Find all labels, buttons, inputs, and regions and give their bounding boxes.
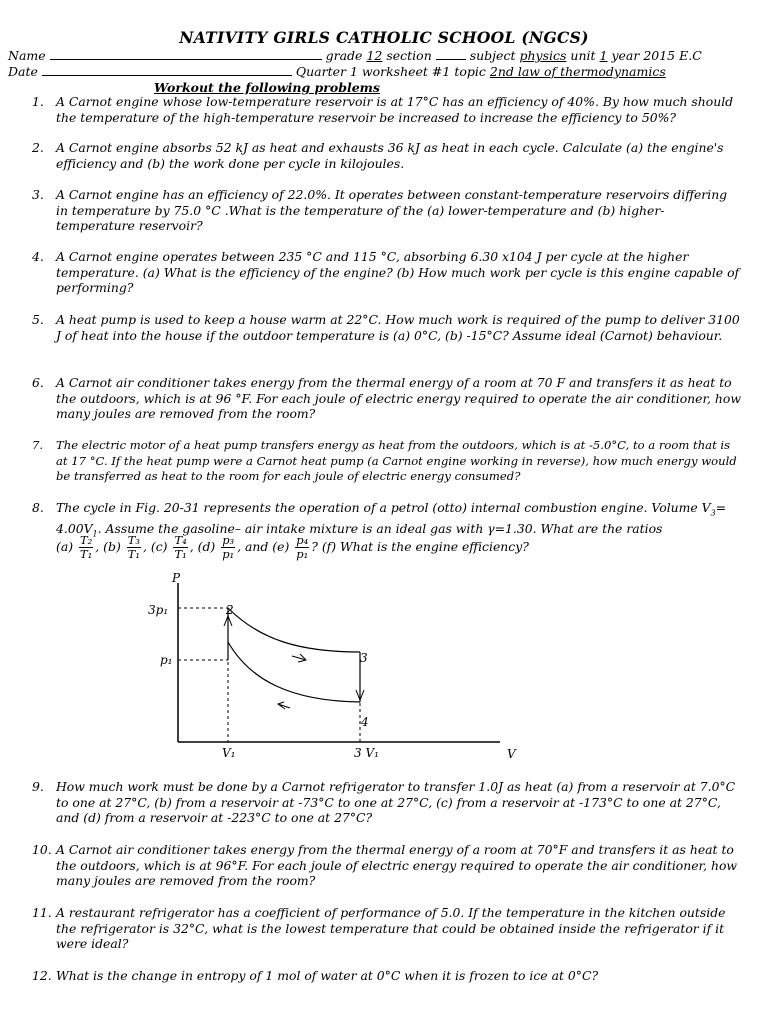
quarter-label: Quarter 1 worksheet #1 topic <box>295 64 486 79</box>
pv-diagram <box>140 568 540 768</box>
question-text: A Carnot air conditioner takes energy from the thermal energy of a room at 70 F and transfers it as heat to the outdoors, which is at 96 °F. For each joule of electric energy required to operate the air conditioner, how many joules are removed from the room? <box>56 375 741 421</box>
part-a-label: (a) <box>56 539 74 554</box>
part-d-label: , (d) <box>189 539 216 554</box>
frac-num: T₃ <box>127 533 141 547</box>
question-text: The electric motor of a heat pump transfers energy as heat from the outdoors, which is at -5.0°C, to a room that is at 17 °C. If the heat pump were a Carnot heat pump (a Carnot engine working in reverse), how much energy would be transferred as heat to the room for each joule of electric energy consumed? <box>56 438 737 483</box>
question-text: A Carnot engine absorbs 52 kJ as heat and exhausts 36 kJ as heat in each cycle. Calculate (a) the engine's efficiency and (b) the work done per cycle in kilojoules. <box>56 140 724 171</box>
question-text: A Carnot engine has an efficiency of 22.0%. It operates between constant-temperature reservoirs differing in temperature by 75.0 °C .What is the temperature of the (a) lower-temperature and (b) higher-temperature reservoir? <box>56 187 728 233</box>
question-text: A heat pump is used to keep a house warm at 22°C. How much work is required of the pump to deliver 3100 J of heat into the house if the outdoor temperature is (a) 0°C, (b) -15°C? Assume ideal (Carnot) behaviour. <box>56 312 740 343</box>
frac-den: T₁ <box>127 547 141 561</box>
frac-num: p₃ <box>222 533 235 547</box>
question-text: A restaurant refrigerator has a coefficient of performance of 5.0. If the temperature in the kitchen outside the refrigerator is 32°C, what is the lowest temperature that could be obtained inside the refrigerator if it were ideal? <box>56 905 726 951</box>
point-3: 3 <box>360 651 368 665</box>
v-axis-label: V <box>507 747 516 761</box>
unit-value: 1 <box>599 48 608 63</box>
topic-value: 2nd law of thermodynamics <box>489 64 666 79</box>
question-text: How much work must be done by a Carnot refrigerator to transfer 1.0J as heat (a) from a reservoir at 7.0°C to one at 27°C, (b) from a reservoir at -73°C to one at 27°C, (c) from a reservoir at -173°C to one at 27°C, and (d) from a reservoir at -223°C to one at 27°C? <box>56 779 736 825</box>
frac-den: p₁ <box>296 547 309 561</box>
grade-value: 12 <box>366 48 383 63</box>
grade-label: grade <box>325 48 363 63</box>
question-10 <box>32 842 742 889</box>
q8-v1-sub: 1 <box>92 529 98 539</box>
frac-den: p₁ <box>222 547 235 561</box>
question-text: A Carnot engine operates between 235 °C and 115 °C, absorbing 6.30 x104 J per cycle at the higher temperature. (a) What is the efficiency of the engine? (b) How much work per cycle is this engine capable of performing? <box>56 249 740 295</box>
p-axis-label: P <box>172 571 181 585</box>
frac-num: p₄ <box>296 533 309 547</box>
question-number: 4. <box>32 249 44 264</box>
label-3p1: 3p₁ <box>148 603 169 617</box>
ratio-line <box>56 534 742 561</box>
question-3 <box>32 187 742 234</box>
ratio-p3-p1 <box>221 534 235 561</box>
question-4 <box>32 249 742 296</box>
question-text: A Carnot air conditioner takes energy from the thermal energy of a room at 70°F and transfers it as heat to the outdoors, which is at 96°F. For each joule of electric energy required to operate the air conditioner, how many joules are removed from the room? <box>56 842 738 888</box>
question-number: 12. <box>32 968 52 983</box>
header-line-1 <box>8 48 702 63</box>
ratio-t2-t1 <box>79 534 93 561</box>
question-11 <box>32 905 742 952</box>
question-5 <box>32 312 742 343</box>
q8-v3-sub: 3 <box>710 508 716 518</box>
part-c-label: , (c) <box>143 539 168 554</box>
question-7 <box>32 438 742 485</box>
question-text: A Carnot engine whose low-temperature reservoir is at 17°C has an efficiency of 40%. By how much should the temperature of the high-temperature reservoir be increased to increase the efficiency to 50%? <box>56 94 734 125</box>
label-v1: V₁ <box>222 746 236 760</box>
year-label: year 2015 E.C <box>611 48 702 63</box>
question-number: 3. <box>32 187 44 202</box>
frac-num: T₂ <box>80 533 93 547</box>
frac-den: T₁ <box>80 547 93 561</box>
q8-end: . Assume the gasoline– air intake mixture is an ideal gas with γ=1.30. What are the ratios <box>97 520 663 536</box>
question-number: 10. <box>32 842 52 857</box>
part-e-label: , and (e) <box>237 539 290 554</box>
question-12 <box>32 968 742 984</box>
frac-den: T₁ <box>174 547 187 561</box>
name-label: Name <box>8 48 46 63</box>
question-1 <box>32 94 742 125</box>
date-blank[interactable] <box>42 65 292 76</box>
question-number: 7. <box>32 438 44 452</box>
date-label: Date <box>8 64 38 79</box>
section-blank[interactable] <box>436 49 466 60</box>
unit-label: unit <box>570 48 596 63</box>
part-f-label: ? (f) What is the engine efficiency? <box>311 539 529 554</box>
part-b-label: , (b) <box>95 539 121 554</box>
q8-v3: V <box>701 500 711 515</box>
subject-label: subject <box>469 48 516 63</box>
subject-value: physics <box>519 48 567 63</box>
curve-2-3 <box>228 608 360 652</box>
school-title: NATIVITY GIRLS CATHOLIC SCHOOL (NGCS) <box>179 28 589 47</box>
name-blank[interactable] <box>50 49 322 60</box>
label-p1: p₁ <box>160 653 173 667</box>
question-number: 2. <box>32 140 44 155</box>
ratio-t3-t1 <box>127 534 141 561</box>
label-3v1: 3 V₁ <box>354 746 379 760</box>
point-2: 2 <box>226 603 234 617</box>
question-number: 11. <box>32 905 52 920</box>
instructions-heading: Workout the following problems <box>154 80 380 95</box>
question-9 <box>32 779 742 826</box>
question-2 <box>32 140 742 171</box>
question-8-ratios <box>32 534 742 561</box>
arrow-right-icon <box>292 654 306 662</box>
point-4: 4 <box>361 715 369 729</box>
q8-mid: = 4.00V <box>56 500 727 536</box>
section-label: section <box>386 48 432 63</box>
arrow-left-icon <box>278 702 290 709</box>
header-line-2 <box>8 64 666 79</box>
ratio-p4-p1 <box>295 534 309 561</box>
question-number: 1. <box>32 94 44 109</box>
question-6 <box>32 375 742 422</box>
question-number: 6. <box>32 375 44 390</box>
question-number: 8. <box>32 500 44 515</box>
question-text: What is the change in entropy of 1 mol of water at 0°C when it is frozen to ice at 0°C? <box>56 968 599 983</box>
question-number: 9. <box>32 779 44 794</box>
ratio-t4-t1 <box>173 534 187 561</box>
q8-text-a: The cycle in Fig. 20-31 represents the operation of a petrol (otto) internal combustion engine. Volume <box>56 500 698 515</box>
frac-num: T₄ <box>174 533 187 547</box>
question-number: 5. <box>32 312 44 327</box>
